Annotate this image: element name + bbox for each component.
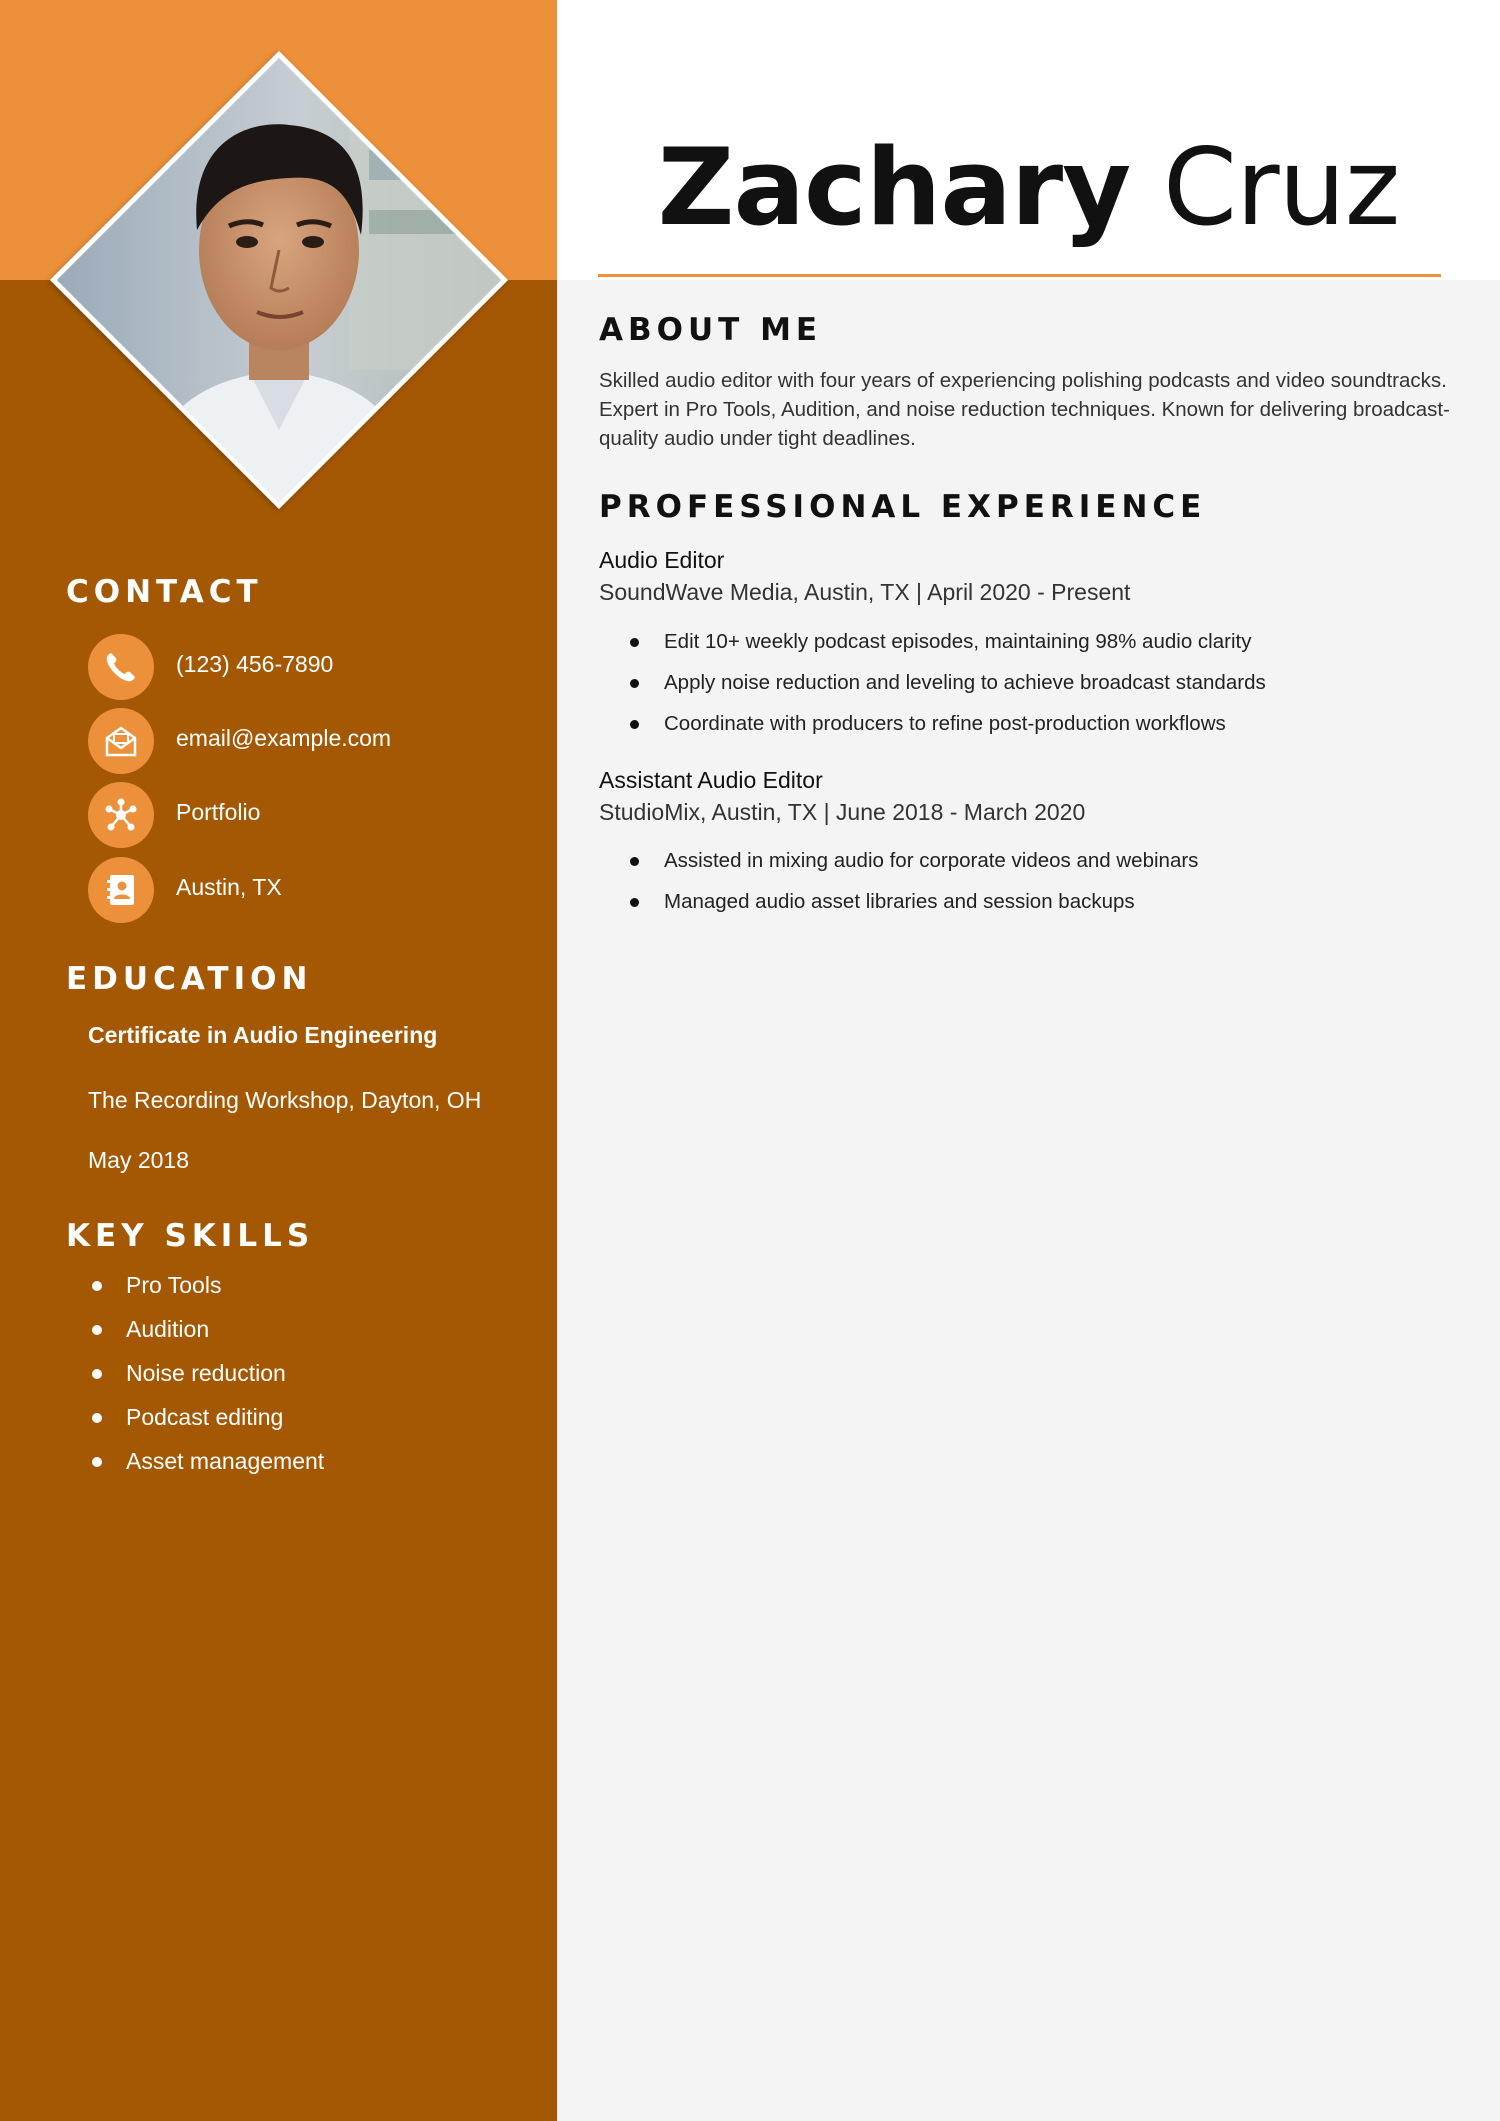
job-bullet: Managed audio asset libraries and session backups	[630, 890, 1198, 931]
skill-item: Asset management	[88, 1448, 324, 1492]
experience-heading: PROFESSIONAL EXPERIENCE	[599, 489, 1207, 525]
skills-heading: KEY SKILLS	[66, 1218, 315, 1254]
education-heading: EDUCATION	[66, 961, 313, 997]
contact-phone-text: (123) 456-7890	[176, 651, 334, 677]
job-title: Assistant Audio Editor	[599, 767, 823, 793]
contact-location	[88, 857, 528, 923]
education-title: Certificate in Audio Engineering	[88, 1022, 438, 1048]
phone-icon	[88, 634, 154, 700]
contact-portfolio-text: Portfolio	[176, 799, 261, 825]
job-bullet-list	[630, 849, 1198, 931]
job-bullet: Assisted in mixing audio for corporate videos and webinars	[630, 849, 1198, 890]
job-bullet: Coordinate with producers to refine post-production workflows	[630, 712, 1266, 753]
contact-email-text: email@example.com	[176, 725, 392, 751]
job-bullet: Apply noise reduction and leveling to achieve broadcast standards	[630, 671, 1266, 712]
address-book-icon	[88, 857, 154, 923]
about-text: Skilled audio editor with four years of experiencing polishing podcasts and video soundtracks. Expert in Pro Tools, Audition, and noise reduction techniques. Known for delivering broadcast-quality audio under tight deadlines.	[599, 369, 1450, 450]
about-heading: ABOUT ME	[599, 312, 823, 348]
job-bullet: Edit 10+ weekly podcast episodes, maintaining 98% audio clarity	[630, 630, 1266, 671]
network-icon	[88, 782, 154, 848]
skill-item: Podcast editing	[88, 1404, 324, 1448]
first-name: Zachary	[657, 126, 1131, 249]
contact-heading: CONTACT	[66, 574, 263, 610]
job-bullet-list	[630, 630, 1266, 753]
name-heading	[557, 128, 1500, 248]
job-meta: SoundWave Media, Austin, TX | April 2020 - Present	[599, 579, 1131, 605]
contact-email	[88, 708, 528, 774]
email-icon	[88, 708, 154, 774]
name-divider	[598, 274, 1441, 277]
skill-item: Audition	[88, 1316, 324, 1360]
job-meta: StudioMix, Austin, TX | June 2018 - March 2020	[599, 799, 1086, 825]
job-title: Audio Editor	[599, 547, 725, 573]
education-date: May 2018	[88, 1147, 190, 1173]
skill-item: Pro Tools	[88, 1272, 324, 1316]
contact-portfolio	[88, 782, 528, 848]
skill-item: Noise reduction	[88, 1360, 324, 1404]
skills-list	[88, 1272, 324, 1492]
last-name: Cruz	[1162, 126, 1400, 249]
education-school: The Recording Workshop, Dayton, OH	[88, 1087, 482, 1113]
contact-location-text: Austin, TX	[176, 874, 282, 900]
contact-phone	[88, 634, 528, 700]
